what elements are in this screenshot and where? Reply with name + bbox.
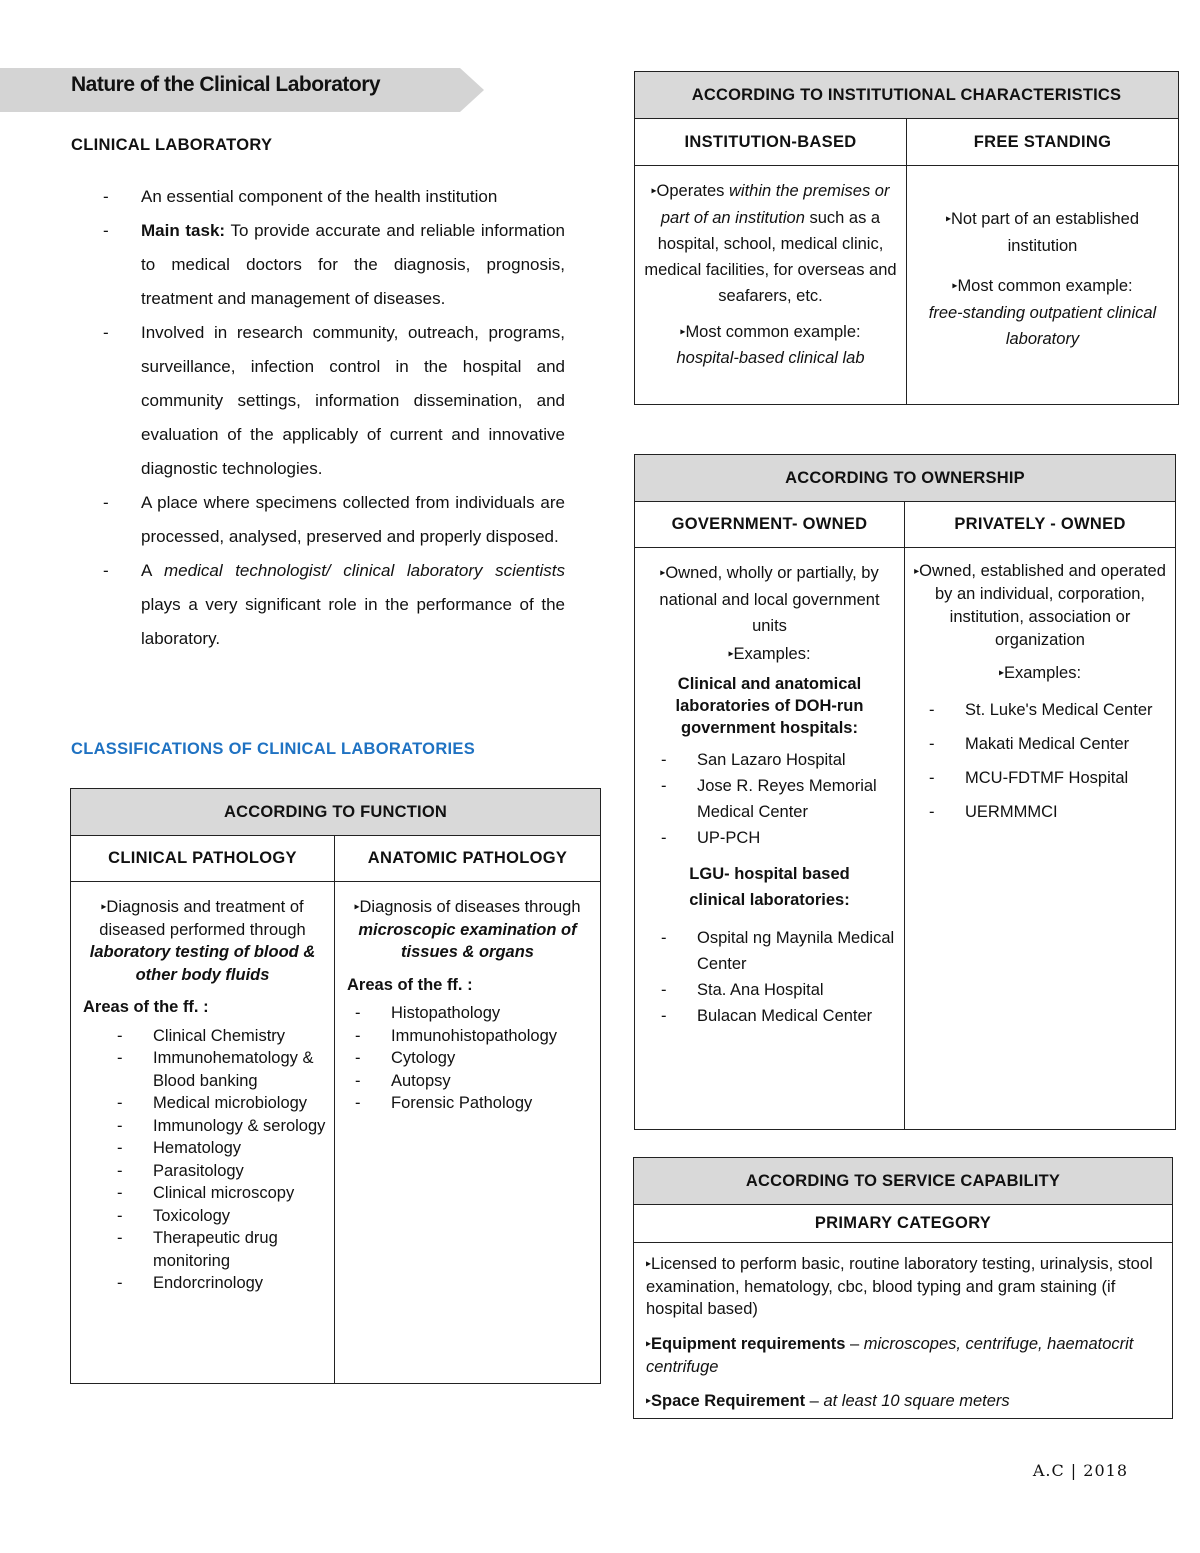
lgu-group-title: LGU- hospital based clinical laboratories: bbox=[689, 865, 850, 910]
list-item: - Makati Medical Center bbox=[929, 727, 1167, 761]
list-item: - Sta. Ana Hospital bbox=[661, 977, 898, 1003]
ownership-header: ACCORDING TO OWNERSHIP bbox=[635, 455, 1176, 502]
list-item: - Ospital ng Maynila Medical Center bbox=[661, 925, 898, 977]
clinical-pathology-title: CLINICAL PATHOLOGY bbox=[71, 836, 335, 882]
primary-category-title: PRIMARY CATEGORY bbox=[634, 1205, 1173, 1243]
list-item: - Endorcrinology bbox=[117, 1272, 328, 1295]
list-item: - St. Luke's Medical Center bbox=[929, 693, 1167, 727]
list-item: - Therapeutic drug monitoring bbox=[117, 1227, 328, 1272]
list-item: - Autopsy bbox=[355, 1070, 594, 1093]
list-item: - Immunohematology & Blood banking bbox=[117, 1047, 328, 1092]
bullet-triangle-icon: ▸ bbox=[660, 567, 666, 579]
bullet-triangle-icon: ▸ bbox=[952, 280, 958, 292]
doh-hospital-list bbox=[661, 747, 898, 851]
list-item: - Immunohistopathology bbox=[355, 1025, 594, 1048]
areas-label: Areas of the ff. : bbox=[347, 975, 473, 994]
list-item: - Jose R. Reyes Memorial Medical Center bbox=[661, 773, 898, 825]
list-item: - A place where specimens collected from individuals are processed, analysed, preserved and properly disposed. bbox=[103, 486, 565, 554]
service-header: ACCORDING TO SERVICE CAPABILITY bbox=[634, 1158, 1173, 1205]
list-item: - Histopathology bbox=[355, 1002, 594, 1025]
list-item: - San Lazaro Hospital bbox=[661, 747, 898, 773]
list-item: - Involved in research community, outreach, programs, surveillance, infection control in the hospital and community settings, information dissemination, and evaluation of the applicably of current and innovative diagnostic technologies. bbox=[103, 316, 565, 486]
anatomic-pathology-cell: ▸Diagnosis of diseases through microscopic examination of tissues & organs Areas of the ff. : - Histopathology - Immunohistopathology - Cytology - Autopsy - Forensic Pathology bbox=[335, 882, 601, 1384]
list-item: - MCU-FDTMF Hospital bbox=[929, 761, 1167, 795]
lgu-hospital-list bbox=[661, 925, 898, 1029]
list-item: - Toxicology bbox=[117, 1205, 328, 1228]
privately-owned-cell: ▸Owned, established and operated by an individual, corporation, institution, association or organization ▸Examples: - St. Luke's Medical Center - Makati Medical Center - MCU-FDTMF Hospital - UERMMMCI bbox=[905, 548, 1176, 1130]
bullet-triangle-icon: ▸ bbox=[354, 901, 360, 913]
list-item: - Bulacan Medical Center bbox=[661, 1003, 898, 1029]
list-item: - Hematology bbox=[117, 1137, 328, 1160]
bullet-triangle-icon: ▸ bbox=[646, 1395, 652, 1407]
institutional-header: ACCORDING TO INSTITUTIONAL CHARACTERISTICS bbox=[635, 72, 1179, 119]
page-title: Nature of the Clinical Laboratory bbox=[71, 73, 381, 96]
list-item: - UERMMMCI bbox=[929, 795, 1167, 829]
clinical-pathology-areas bbox=[117, 1025, 328, 1295]
list-item: - Medical microbiology bbox=[117, 1092, 328, 1115]
bullet-triangle-icon: ▸ bbox=[646, 1258, 652, 1270]
institution-based-title: INSTITUTION-BASED bbox=[635, 119, 907, 166]
list-item: - Immunology & serology bbox=[117, 1115, 328, 1138]
bullet-triangle-icon: ▸ bbox=[998, 667, 1004, 679]
anatomic-pathology-title: ANATOMIC PATHOLOGY bbox=[335, 836, 601, 882]
list-item: - Forensic Pathology bbox=[355, 1092, 594, 1115]
free-standing-title: FREE STANDING bbox=[907, 119, 1179, 166]
list-item: - UP-PCH bbox=[661, 825, 898, 851]
list-item: - Main task: To provide accurate and reliable information to medical doctors for the diagnosis, prognosis, treatment and management of diseases. bbox=[103, 214, 565, 316]
section-heading: CLINICAL LABORATORY bbox=[71, 136, 273, 154]
classifications-heading: CLASSIFICATIONS OF CLINICAL LABORATORIES bbox=[71, 740, 476, 758]
free-standing-cell: ▸Not part of an established institution ▸Most common example: free-standing outpatient clinical laboratory bbox=[907, 166, 1179, 405]
primary-category-cell: ▸Licensed to perform basic, routine laboratory testing, urinalysis, stool examination, hematology, cbc, blood typing and gram staining (if hospital based) ▸Equipment requirements – microscopes, centrifuge, haematocrit centrifuge ▸Space Requirement – at least 10 square meters bbox=[634, 1243, 1173, 1419]
private-hospital-list bbox=[929, 693, 1167, 829]
list-item: - Cytology bbox=[355, 1047, 594, 1070]
left-bullet-list bbox=[103, 180, 565, 656]
clinical-pathology-cell: ▸Diagnosis and treatment of diseased performed through laboratory testing of blood & other body fluids Areas of the ff. : - Clinical Chemistry - Immunohematology & Blood banking - Medical microbiology - Immunology & serology - Hematology - Parasitology - Clinical microscopy - Toxicology - Therapeutic drug monitoring - Endorcrinology bbox=[71, 882, 335, 1384]
function-header: ACCORDING TO FUNCTION bbox=[71, 789, 601, 836]
bullet-triangle-icon: ▸ bbox=[680, 326, 686, 338]
institutional-table bbox=[634, 71, 1179, 405]
list-item: - A medical technologist/ clinical laboratory scientists plays a very significant role in the performance of the laboratory. bbox=[103, 554, 565, 656]
footer-signature: A.C | 2018 bbox=[1032, 1461, 1128, 1480]
bullet-triangle-icon: ▸ bbox=[101, 901, 107, 913]
service-table bbox=[633, 1157, 1173, 1419]
list-item: - Clinical Chemistry bbox=[117, 1025, 328, 1048]
government-owned-title: GOVERNMENT- OWNED bbox=[635, 502, 905, 548]
bullet-triangle-icon: ▸ bbox=[945, 214, 951, 225]
list-item: - Parasitology bbox=[117, 1160, 328, 1183]
bullet-triangle-icon: ▸ bbox=[646, 1338, 652, 1350]
government-owned-cell: ▸Owned, wholly or partially, by national and local government units ▸Examples: Clinical and anatomical laboratories of DOH-run government hospitals: - San Lazaro Hospital - Jose R. Reyes Memorial Medical Center - UP-PCH LGU- hospital based clinical laboratories: - Ospital ng Maynila Medical Center - Sta. Ana Hospital - Bulacan Medical Center bbox=[635, 548, 905, 1130]
list-item: - An essential component of the health institution bbox=[103, 180, 565, 214]
ownership-table bbox=[634, 454, 1176, 1130]
bullet-triangle-icon: ▸ bbox=[651, 185, 657, 197]
institution-based-cell: ▸Operates within the premises or part of an institution such as a hospital, school, medical clinic, medical facilities, for overseas and seafarers, etc. ▸Most common example: hospital-based clinical lab bbox=[635, 166, 907, 405]
bullet-triangle-icon: ▸ bbox=[914, 566, 920, 578]
function-table bbox=[70, 788, 601, 1384]
list-item: - Clinical microscopy bbox=[117, 1182, 328, 1205]
anatomic-pathology-areas bbox=[355, 1002, 594, 1115]
bullet-triangle-icon: ▸ bbox=[728, 648, 734, 660]
privately-owned-title: PRIVATELY - OWNED bbox=[905, 502, 1176, 548]
areas-label: Areas of the ff. : bbox=[83, 998, 209, 1017]
doh-group-title: Clinical and anatomical laboratories of DOH-run government hospitals: bbox=[675, 675, 864, 738]
